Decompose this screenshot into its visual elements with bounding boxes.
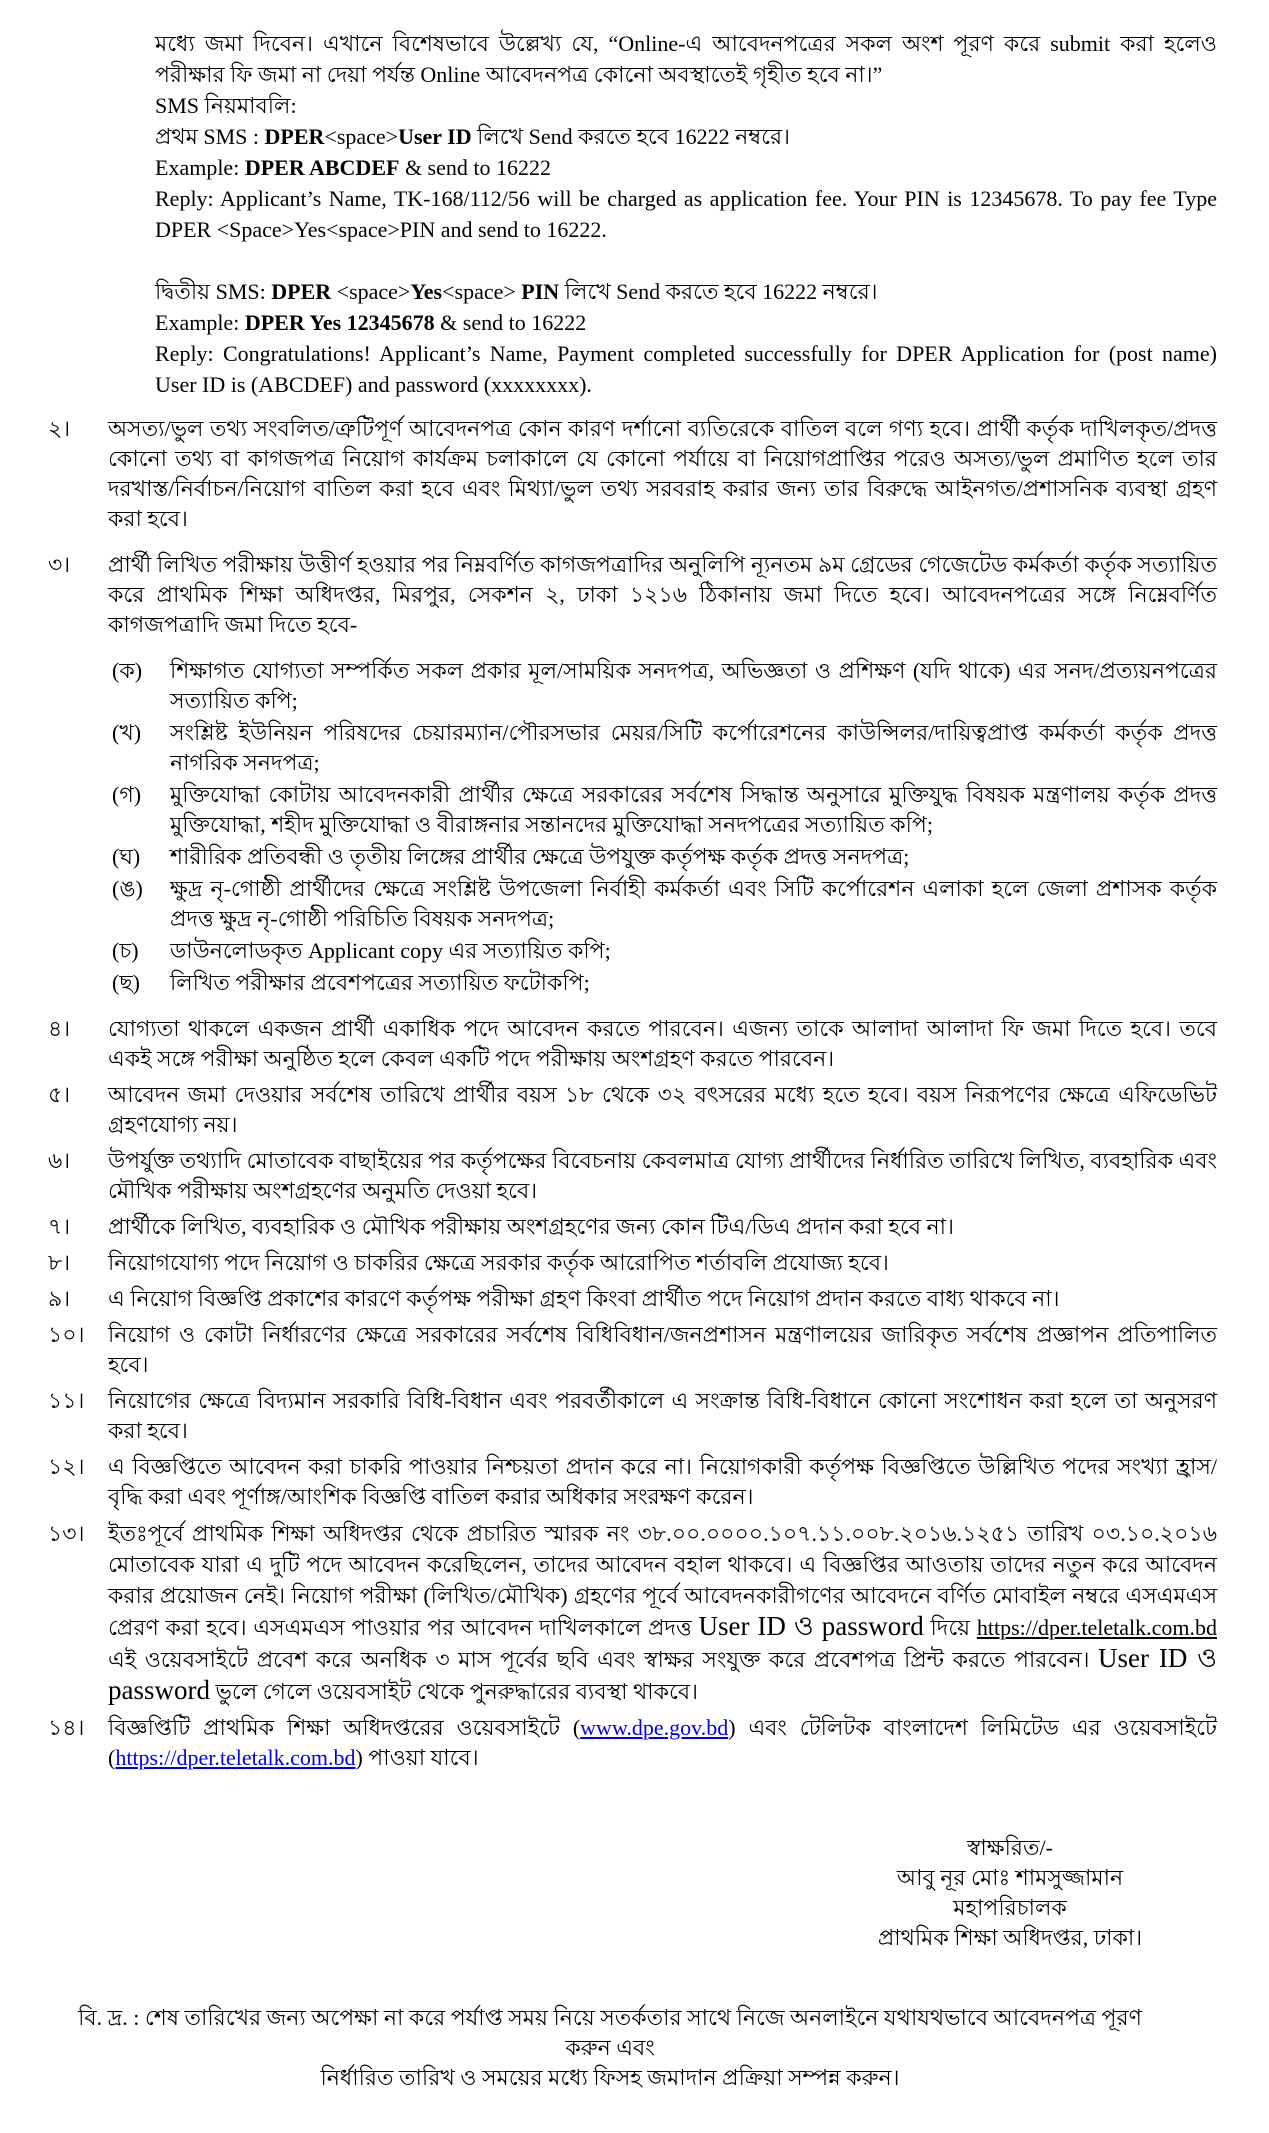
item-number: ১৩।: [48, 1521, 85, 1546]
sub-item-cha: [112, 968, 1217, 998]
intro-section: [155, 28, 1217, 400]
item-8: [48, 1248, 1217, 1278]
signatory-name: আবু নূর মোঃ শামসুজ্জামান: [896, 1865, 1124, 1890]
sub-item-text: শারীরিক প্রতিবন্ধী ও তৃতীয় লিঙ্গের প্রার্থীর ক্ষেত্রে উপযুক্ত কর্তৃপক্ষ কর্তৃক প্রদত্ত সনদপত্র;: [170, 844, 910, 869]
sub-item-label: (ঘ): [112, 844, 141, 869]
sub-item-ca: [112, 936, 1217, 966]
item-number: ৬।: [48, 1148, 71, 1173]
bold-text: DPER Yes 12345678: [244, 310, 435, 335]
text: ) পাওয়া যাবে।: [355, 1745, 479, 1770]
sub-item-label: (গ): [112, 782, 142, 807]
item-text: যোগ্যতা থাকলে একজন প্রার্থী একাধিক পদে আবেদন করতে পারবেন। এজন্য তাকে আলাদা আলাদা ফি জমা দিতে হবে। তবে একই সঙ্গে পরীক্ষা অনুষ্ঠিত হলে কেবল একটি পদে পরীক্ষায় অংশগ্রহণ করতে পারবেন।: [108, 1016, 1217, 1071]
footnote: [70, 2003, 1150, 2093]
item-text: এ বিজ্ঞপ্তিতে আবেদন করা চাকরি পাওয়ার নিশ্চয়তা প্রদান করে না। নিয়োগকারী কর্তৃপক্ষ বিজ্ঞপ্তিতে উল্লিখিত পদের সংখ্যা হ্রাস/বৃদ্ধি করা এবং পূর্ণাঙ্গ/আংশিক বিজ্ঞপ্তি বাতিল করার অধিকার সংরক্ষণ করেন।: [108, 1454, 1217, 1509]
item-9: [48, 1284, 1217, 1314]
credentials-text: User ID ও password: [698, 1611, 924, 1641]
item-13: [48, 1518, 1217, 1707]
bold-text: Yes: [410, 279, 443, 304]
teletalk-website-link[interactable]: https://dper.teletalk.com.bd: [115, 1745, 356, 1770]
sub-item-label: (খ): [112, 720, 142, 745]
item-text: আবেদন জমা দেওয়ার সর্বশেষ তারিখে প্রার্থীর বয়স ১৮ থেকে ৩২ বৎসরের মধ্যে হতে হবে। বয়স নিরূপণের ক্ষেত্রে এফিডেভিট গ্রহণযোগ্য নয়।: [108, 1082, 1217, 1137]
item-number: ৪।: [48, 1016, 71, 1041]
sub-item-ga: [112, 780, 1217, 840]
item-number: ২।: [48, 416, 71, 441]
sub-item-label: (ঙ): [112, 876, 143, 901]
sub-item-gha: [112, 842, 1217, 872]
text: বিজ্ঞপ্তিটি প্রাথমিক শিক্ষা অধিদপ্তরের ওয়েবসাইটে (: [108, 1715, 581, 1740]
bold-text: User ID: [398, 124, 472, 149]
text: ইতঃপূর্বে প্রাথমিক শিক্ষা অধিদপ্তর থেকে প্রচারিত স্মারক নং ৩৮.০০.০০০০.১০৭.১১.০০৮.২০১৬.১২৫১ তারিখ ০৩.১০.২০১৬ মোতাবেক যারা এ দুটি পদে আবেদন করেছিলেন, তাদের আবেদন বহাল থাকবে। এ বিজ্ঞপ্তির আওতায় তাদের নতুন করে আবেদন করার প্রয়োজন নেই। নিয়োগ পরীক্ষা (লিখিত/মৌখিক) গ্রহণের পূর্বে আবেদনকারীগণের আবেদনে বর্ণিত মোবাইল নম্বরে এসএমএস প্রেরণ করা হবে। এসএমএস পাওয়ার পর আবেদন দাখিলকালে প্রদত্ত: [108, 1521, 1217, 1640]
item-text: [108, 1518, 1217, 1707]
credentials-text: User ID ও password: [108, 1643, 1218, 1705]
signature-block: [840, 1833, 1180, 1953]
bold-text: DPER: [264, 124, 325, 149]
item-12: [48, 1452, 1217, 1512]
text: Example:: [155, 310, 245, 335]
text: এই ওয়েবসাইটে প্রবেশ করে অনধিক ৩ মাস পূর্বের ছবি এবং স্বাক্ষর সংযুক্ত করে প্রবেশপত্র প্রিন্ট করতে পারবেন।: [108, 1647, 1099, 1672]
item-text: নিয়োগ ও কোটা নির্ধারণের ক্ষেত্রে সরকারের সর্বশেষ বিধিবিধান/জনপ্রশাসন মন্ত্রণালয়ের জারিকৃত সর্বশেষ প্রজ্ঞাপন প্রতিপালিত হবে।: [108, 1322, 1217, 1377]
reply-1: Reply: Applicant’s Name, TK-168/112/56 will be charged as application fee. Your PIN is 12345678. To pay fee Type DPER <Space>Yes<space>PIN and send to 16222.: [155, 186, 1217, 242]
text: <space>: [442, 279, 522, 304]
text: দ্বিতীয় SMS:: [155, 279, 272, 304]
text: <space>: [331, 279, 411, 304]
item-2: [48, 414, 1217, 534]
item-number: ৩।: [48, 552, 71, 577]
item-number: ১৪।: [48, 1715, 85, 1740]
reply-2: Reply: Congratulations! Applicant’s Name, Payment completed successfully for DPER Application for (post name) User ID is (ABCDEF) and password (xxxxxxxx).: [155, 341, 1217, 397]
sub-item-label: (চ): [112, 938, 139, 963]
sub-item-text: ডাউনলোডকৃত Applicant copy এর সত্যায়িত কপি;: [170, 938, 611, 963]
text: লিখে Send করতে হবে 16222 নম্বরে।: [559, 279, 878, 304]
sub-item-label: (ক): [112, 658, 143, 683]
item-text: অসত্য/ভুল তথ্য সংবলিত/ত্রুটিপূর্ণ আবেদনপত্র কোন কারণ দর্শানো ব্যতিরেকে বাতিল বলে গণ্য হবে। প্রার্থী কর্তৃক দাখিলকৃত/প্রদত্ত কোনো তথ্য বা কাগজপত্র নিয়োগ কার্যক্রম চলাকালে যে কোনো পর্যায়ে বা নিয়োগপ্রাপ্তির পরেও অসত্য/ভুল প্রমাণিত হলে তার দরখাস্ত/নির্বাচন/নিয়োগ বাতিল করা হবে এবং মিথ্যা/ভুল তথ্য সরবরাহ করার জন্য তার বিরুদ্ধে আইনগত/প্রশাসনিক ব্যবস্থা গ্রহণ করা হবে।: [108, 416, 1217, 531]
first-sms-line: [155, 121, 1217, 152]
sub-item-text: শিক্ষাগত যোগ্যতা সম্পর্কিত সকল প্রকার মূল/সাময়িক সনদপত্র, অভিজ্ঞতা ও প্রশিক্ষণ (যদি থাকে) এর সনদ/প্রত্যয়নপত্রের সত্যায়িত কপি;: [170, 658, 1217, 713]
item-number: ৮।: [48, 1250, 71, 1275]
dpe-website-link[interactable]: www.dpe.gov.bd: [580, 1715, 729, 1740]
text: ) এবং টেলিটক বাংলাদেশ লিমিটেড এর ওয়েবসাইটে (: [108, 1715, 1217, 1770]
example-2: [155, 307, 1217, 338]
sub-item-text: লিখিত পরীক্ষার প্রবেশপত্রের সত্যায়িত ফটোকপি;: [170, 970, 590, 995]
item-6: [48, 1146, 1217, 1206]
item-3: [48, 550, 1217, 640]
intro-paragraph: মধ্যে জমা দিবেন। এখানে বিশেষভাবে উল্লেখ্য যে, “Online-এ আবেদনপত্রের সকল অংশ পূরণ করে submit করা হলেও পরীক্ষার ফি জমা না দেয়া পর্যন্ত Online আবেদনপত্র কোনো অবস্থাতেই গৃহীত হবে না।”: [155, 31, 1217, 87]
bold-text: DPER ABCDEF: [244, 155, 400, 180]
item-10: [48, 1320, 1217, 1380]
sub-item-kha: [112, 718, 1217, 778]
item-text: [108, 1713, 1217, 1773]
sub-item-label: (ছ): [112, 970, 140, 995]
sub-item-text: ক্ষুদ্র নৃ-গোষ্ঠী প্রার্থীদের ক্ষেত্রে সংশ্লিষ্ট উপজেলা নির্বাহী কর্মকর্তা এবং সিটি কর্পোরেশন এলাকা হলে জেলা প্রশাসক কর্তৃক প্রদত্ত ক্ষুদ্র নৃ-গোষ্ঠী পরিচিতি বিষয়ক সনদপত্র;: [170, 876, 1217, 931]
sub-item-umo: [112, 874, 1217, 934]
item-5: [48, 1080, 1217, 1140]
item-text: প্রার্থীকে লিখিত, ব্যবহারিক ও মৌখিক পরীক্ষায় অংশগ্রহণের জন্য কোন টিএ/ডিএ প্রদান করা হবে না।: [108, 1214, 954, 1239]
item-text: এ নিয়োগ বিজ্ঞপ্তি প্রকাশের কারণে কর্তৃপক্ষ পরীক্ষা গ্রহণ কিংবা প্রার্থীত পদে নিয়োগ প্রদান করতে বাধ্য থাকবে না।: [108, 1286, 1060, 1311]
second-sms-line: [155, 276, 1217, 307]
item-number: ১২।: [48, 1454, 85, 1479]
text: দিয়ে: [923, 1615, 977, 1640]
item-11: [48, 1386, 1217, 1446]
sub-item-text: সংশ্লিষ্ট ইউনিয়ন পরিষদের চেয়ারম্যান/পৌরসভার মেয়র/সিটি কর্পোরেশনের কাউন্সিলর/দায়িত্বপ্রাপ্ত কর্মকর্তা কর্তৃক প্রদত্ত নাগরিক সনদপত্র;: [170, 720, 1217, 775]
text: Example:: [155, 155, 245, 180]
item-text: নিয়োগযোগ্য পদে নিয়োগ ও চাকরির ক্ষেত্রে সরকার কর্তৃক আরোপিত শর্তাবলি প্রযোজ্য হবে।: [108, 1250, 889, 1275]
footnote-line-2: নির্ধারিত তারিখ ও সময়ের মধ্যে ফিসহ জমাদান প্রক্রিয়া সম্পন্ন করুন।: [320, 2065, 900, 2090]
required-documents-list: [112, 656, 1217, 998]
item-number: ১১।: [48, 1388, 85, 1413]
signatory-office: প্রাথমিক শিক্ষা অধিদপ্তর, ঢাকা।: [877, 1925, 1143, 1950]
item-14: [48, 1713, 1217, 1773]
bold-text: PIN: [521, 279, 560, 304]
item-7: [48, 1212, 1217, 1242]
item-text: নিয়োগের ক্ষেত্রে বিদ্যমান সরকারি বিধি-বিধান এবং পরবর্তীকালে এ সংক্রান্ত বিধি-বিধানে কোনো সংশোধন করা হলে তা অনুসরণ করা হবে।: [108, 1388, 1217, 1443]
text: ভুলে গেলে ওয়েবসাইট থেকে পুনরুদ্ধারের ব্যবস্থা থাকবে।: [210, 1679, 698, 1704]
item-text: প্রার্থী লিখিত পরীক্ষায় উত্তীর্ণ হওয়ার পর নিম্নবর্ণিত কাগজপত্রাদির অনুলিপি ন্যূনতম ৯ম গ্রেডের গেজেটেড কর্মকর্তা কর্তৃক সত্যায়িত করে প্রাথমিক শিক্ষা অধিদপ্তর, মিরপুর, সেকশন ২, ঢাকা ১২১৬ ঠিকানায় জমা দিতে হবে। আবেদনপত্রের সঙ্গে নিম্নেবর্ণিত কাগজপত্রাদি জমা দিতে হবে-: [108, 552, 1217, 637]
item-number: ৯।: [48, 1286, 71, 1311]
signed-label: স্বাক্ষরিত/-: [967, 1835, 1053, 1860]
text: প্রথম SMS :: [155, 124, 265, 149]
item-text: উপর্যুক্ত তথ্যাদি মোতাবেক বাছাইয়ের পর কর্তৃপক্ষের বিবেচনায় কেবলমাত্র যোগ্য প্রার্থীদের নির্ধারিত তারিখে লিখিত, ব্যবহারিক এবং মৌখিক পরীক্ষায় অংশগ্রহণের অনুমতি দেওয়া হবে।: [108, 1148, 1217, 1203]
text: <space>: [324, 124, 399, 149]
signatory-designation: মহাপরিচালক: [953, 1895, 1067, 1920]
teletalk-link[interactable]: https://dper.teletalk.com.bd: [976, 1615, 1217, 1640]
item-4: [48, 1014, 1217, 1074]
sms-rules-heading: SMS নিয়মাবলি:: [155, 93, 297, 118]
footnote-line-1: বি. দ্র. : শেষ তারিখের জন্য অপেক্ষা না করে পর্যাপ্ত সময় নিয়ে সতর্কতার সাথে নিজে অনলাইনে যথাযথভাবে আবেদনপত্র পূরণ করুন এবং: [78, 2005, 1142, 2060]
item-number: ১০।: [48, 1322, 85, 1347]
sub-item-ka: [112, 656, 1217, 716]
text: & send to 16222: [399, 155, 551, 180]
text: লিখে Send করতে হবে 16222 নম্বরে।: [471, 124, 790, 149]
item-number: ৫।: [48, 1082, 71, 1107]
item-number: ৭।: [48, 1214, 71, 1239]
text: & send to 16222: [434, 310, 587, 335]
sub-item-text: মুক্তিযোদ্ধা কোটায় আবেদনকারী প্রার্থীর ক্ষেত্রে সরকারের সর্বশেষ সিদ্ধান্ত অনুসারে মুক্তিযুদ্ধ বিষয়ক মন্ত্রণালয় কর্তৃক প্রদত্ত মুক্তিযোদ্ধা, শহীদ মুক্তিযোদ্ধা ও বীরাঙ্গনার সন্তানদের মুক্তিযোদ্ধা সনদপত্রের সত্যায়িত কপি;: [170, 782, 1217, 837]
bold-text: DPER: [271, 279, 332, 304]
spacer: [155, 245, 1217, 276]
example-1: [155, 152, 1217, 183]
